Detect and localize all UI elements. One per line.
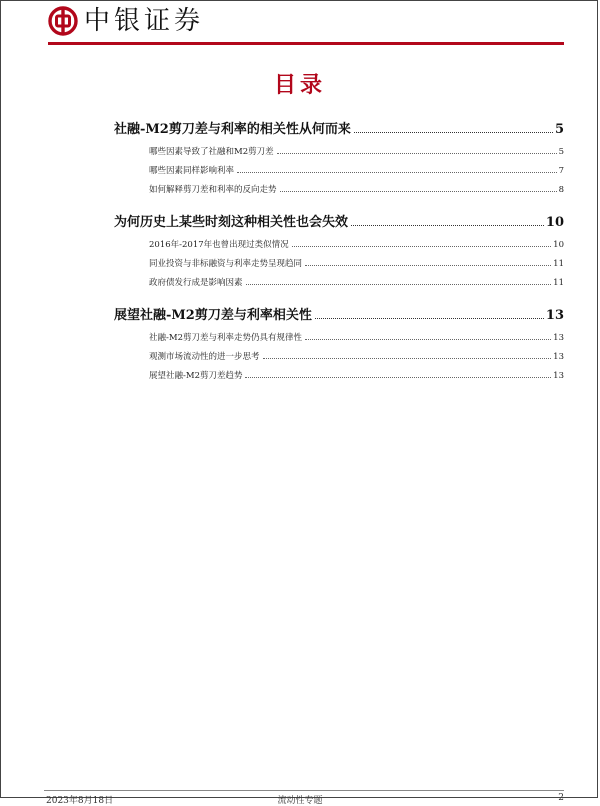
toc-item-title: 社融-M2剪刀差与利率走势仍具有规律性 [149, 333, 302, 343]
toc-item-title: 哪些因素同样影响利率 [149, 166, 235, 176]
toc-section[interactable] [114, 118, 564, 137]
toc-page-number: 11 [553, 259, 564, 269]
toc-item-title: 如何解释剪刀差和利率的反向走势 [149, 185, 277, 195]
toc-item-title: 同业投资与非标融资与利率走势呈现趋同 [149, 259, 303, 269]
toc-page-number: 13 [545, 308, 564, 323]
leader-dots [245, 377, 551, 378]
toc-section-title: 为何历史上某些时刻这种相关性也会失效 [114, 215, 349, 230]
toc-item-title: 政府债发行成是影响因素 [149, 278, 243, 288]
toc-item-title: 哪些因素导致了社融和M2剪刀差 [149, 147, 274, 157]
toc-section-title: 展望社融-M2剪刀差与利率相关性 [114, 308, 312, 323]
bank-of-china-logo-icon [48, 6, 78, 36]
toc-item[interactable] [114, 164, 564, 176]
leader-dots [280, 191, 557, 192]
toc-page-number: 13 [553, 352, 564, 362]
toc-page-number: 10 [545, 215, 564, 230]
toc-item[interactable] [114, 369, 564, 381]
leader-dots [292, 246, 552, 247]
toc-page-number: 8 [558, 185, 564, 195]
toc-item-title: 展望社融-M2剪刀差趋势 [149, 371, 243, 381]
toc-item-title: 观测市场流动性的进一步思考 [149, 352, 260, 362]
leader-dots [354, 132, 553, 133]
toc-page-number: 5 [554, 122, 564, 137]
toc-page-number: 13 [553, 371, 564, 381]
toc-item[interactable] [114, 331, 564, 343]
toc-item[interactable] [114, 238, 564, 250]
toc-item[interactable] [114, 183, 564, 195]
toc-item[interactable] [114, 276, 564, 288]
leader-dots [263, 358, 552, 359]
toc-title: 目录 [273, 72, 326, 98]
leader-dots [237, 172, 557, 173]
toc-page-number: 7 [558, 166, 564, 176]
toc-page-number: 10 [553, 240, 564, 250]
leader-dots [305, 339, 551, 340]
toc-item-title: 2016年-2017年也曾出现过类似情况 [149, 240, 289, 250]
leader-dots [246, 284, 552, 285]
header [48, 6, 568, 40]
leader-dots [277, 153, 557, 154]
toc-section[interactable] [114, 304, 564, 323]
table-of-contents [114, 118, 564, 388]
footer-report-name: 流动性专题 [277, 796, 323, 806]
footer-date: 2023年8月18日 [46, 796, 114, 806]
toc-item[interactable] [114, 257, 564, 269]
footer-page-number: 2 [558, 793, 564, 803]
toc-section-title: 社融-M2剪刀差与利率的相关性从何而来 [114, 122, 351, 137]
toc-item[interactable] [114, 350, 564, 362]
toc-page-number: 5 [558, 147, 564, 157]
leader-dots [315, 318, 544, 319]
toc-page-number: 13 [553, 333, 564, 343]
toc-section[interactable] [114, 211, 564, 230]
header-rule [48, 42, 564, 45]
leader-dots [305, 265, 551, 266]
toc-page-number: 11 [553, 278, 564, 288]
toc-item[interactable] [114, 145, 564, 157]
footer-rule [44, 790, 564, 791]
brand-name: 中银证券 [84, 6, 205, 36]
leader-dots [351, 225, 544, 226]
